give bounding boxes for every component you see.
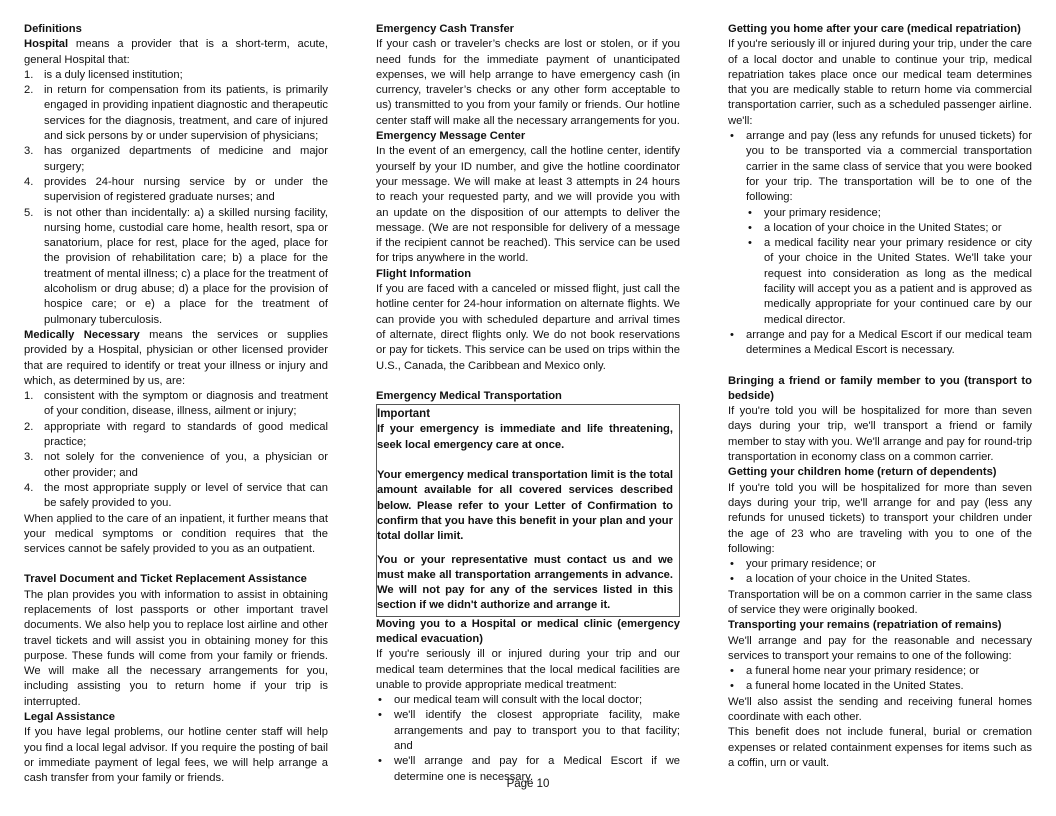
list-item: 4. provides 24-hour nursing service by or under the supervision of registered graduate nurses; and <box>24 175 328 204</box>
dependents-carrier-text: Transportation will be on a common carrier in the same class of service they were originally booked. <box>728 588 1032 616</box>
legal-assistance-text: If you have legal problems, our hotline center staff will help you find a local legal advisor. If you require the posting of bail or immediate payment of legal fees, we will help arrange a cash transfer from your family or friends. <box>24 726 328 785</box>
important-notice-3: You or your representative must contact us and we must make all transportation arrangements in advance. We will not pay for any of the services listed in this section if we didn't authorize and arrange it. <box>377 553 673 612</box>
return-of-dependents-text: If you're told you will be hospitalized for more than seven days during your trip, we'll arrange for and pay (less any refunds for unused tickets) to transport your children under the age of 23 who are traveling with you to one of the following: <box>728 481 1032 555</box>
list-item: • your primary residence; <box>746 206 1032 221</box>
travel-document-text: The plan provides you with information to assist in obtaining replacements of lost passports or other important travel documents. We also help you to replace lost airline and other travel tickets and will assist you in obtaining money for this purpose. These funds will come from your family or friends. We will make all the necessary arrangements for you, including assisting you to return home if your trip is interrupted. <box>24 588 328 708</box>
dependents-destination-list <box>728 557 1032 588</box>
evacuation-list <box>376 693 680 785</box>
list-item: 4. the most appropriate supply or level of service that can be safely provided to you. <box>24 481 328 510</box>
important-notice-box <box>376 404 680 617</box>
bedside-transport-text: If you're told you will be hospitalized for more than seven days during your trip, we'll transport a friend or family member to stay with you. We'll arrange and pay for round-trip transportation in economy class on a common carrier. <box>728 405 1032 464</box>
repatriation-of-remains-text: We'll arrange and pay for the reasonable and necessary services to transport your remains to one of the following: <box>728 634 1032 662</box>
important-heading: Important <box>377 408 431 421</box>
medical-transportation-heading: Emergency Medical Transportation <box>376 389 562 402</box>
list-item: • a funeral home near your primary residence; or <box>728 664 1032 679</box>
list-item: 2. appropriate with regard to standards of good medical practice; <box>24 420 328 449</box>
list-item: • a location of your choice in the United States. <box>728 572 1032 587</box>
list-item: • arrange and pay (less any refunds for unused tickets) for you to be transported via a commercial transportation carrier in the same class of service that you were booked for your trip. The transportation will be to one of the following: • your primary residence; • a location of your choice in the United States; or • a medical facility near your primary residence or city of your choice in the United States. We'll take your request into consideration as long as the medical facility will accept you as a patient and is approved as medically appropriate for your continued care by our medical director. <box>728 129 1032 328</box>
repatriation-destination-list <box>746 206 1032 328</box>
hospital-intro: means a provider that is a short-term, acute, general Hospital that: <box>24 38 328 66</box>
flight-information-heading: Flight Information <box>376 267 472 280</box>
list-item: 3. has organized departments of medicine and major surgery; <box>24 145 328 173</box>
list-item: 1. consistent with the symptom or diagnosis and treatment of your condition, disease, illness, ailment or injury; <box>24 390 328 418</box>
legal-assistance-heading: Legal Assistance <box>24 711 115 724</box>
repatriation-heading: Getting you home after your care (medical repatriation) <box>728 23 1021 35</box>
list-item: 5. is not other than incidentally: a) a skilled nursing facility, nursing home, custodial care home, health resort, spa or sanatorium, place for rest, place for the aged, place for the provision of rehabilitation care; b) a place for the treatment of mental illness; c) a place for the treatment of alcoholism or drug abuse; d) a place for the provision of hospice care; or e) a place for the treatment of pulmonary tuberculosis. <box>24 206 328 326</box>
flight-information-text: If you are faced with a canceled or missed flight, just call the hotline center for 24-hour information on alternate flights. We can provide you with scheduled departure and arrival times of alternate, direct flights only. We do not book reservations or pay for tickets. This service can be used on trips within the U.S., Canada, the Caribbean and Mexico only. <box>376 283 680 372</box>
hospital-term: Hospital <box>24 38 69 51</box>
list-item: • a location of your choice in the United States; or <box>746 221 1032 236</box>
medically-necessary-term: Medically Necessary <box>24 328 140 341</box>
column-right <box>728 22 1032 771</box>
important-notice-2: Your emergency medical transportation limit is the total amount available for all covered services described below. Please refer to your Letter of Confirmation to confirm that you have this benefit in your plan and your total dollar limit. <box>377 469 673 543</box>
cash-transfer-text: If your cash or traveler’s checks are lost or stolen, or if you need funds for the immediate payment of unanticipated expenses, we will help arrange to have emergency cash (in currency, traveler’s checks or any other form acceptable to us) transmitted to you from your family or friends. Our hotline center staff will make all the necessary arrangements for you. <box>376 38 680 127</box>
inpatient-paragraph: When applied to the care of an inpatient, it further means that your medical symptoms or condition requires that the services cannot be safely provided to you as an outpatient. <box>24 512 328 556</box>
definitions-heading: Definitions <box>24 23 82 35</box>
medically-necessary-list <box>24 389 328 511</box>
list-item: 2. in return for compensation from its patients, is primarily engaged in providing inpatient diagnostic and therapeutic services for the diagnosis, treatment, and care of injured and sick persons by or under supervision of physicians; <box>24 84 328 143</box>
repatriation-of-remains-heading: Transporting your remains (repatriation of remains) <box>728 619 1002 632</box>
list-item: • a funeral home located in the United States. <box>728 679 1032 694</box>
list-item: 1. is a duly licensed institution; <box>24 68 183 81</box>
travel-document-heading: Travel Document and Ticket Replacement Assistance <box>24 573 307 586</box>
remains-destination-list <box>728 664 1032 695</box>
list-item: • your primary residence; or <box>728 557 1032 572</box>
bedside-transport-heading: Bringing a friend or family member to you (transport to bedside) <box>728 374 1032 402</box>
message-center-heading: Emergency Message Center <box>376 130 526 143</box>
page-number: Page 10 <box>506 778 550 790</box>
evacuation-text: If you're seriously ill or injured during your trip and our medical team determines that the local medical facilities are unable to provide appropriate medical treatment: <box>376 648 680 691</box>
list-item: 3. not solely for the convenience of you, a physician or other provider; and <box>24 451 328 479</box>
benefit-exclusion-text: This benefit does not include funeral, burial or cremation expenses or related containment expenses for items such as a coffin, urn or vault. <box>728 726 1032 769</box>
message-center-text: In the event of an emergency, call the hotline center, identify yourself by your ID number, and give the hotline coordinator your message. We will make at least 3 attempts in 24 hours to reach your requested party, and we will provide you with an update on the disposition of our attempts to deliver the message. (We are not responsible for delivery of a message if the recipient cannot be reached). This service can be used for trips anywhere in the world. <box>376 145 680 265</box>
list-item: • we'll identify the closest appropriate facility, make arrangements and pay to transport you to that facility; and <box>376 708 680 754</box>
funeral-coordination-text: We'll also assist the sending and receiving funeral homes coordinate with each other. <box>728 695 1032 724</box>
list-item: • we'll arrange and pay for a Medical Escort if we determine one is necessary. <box>376 754 680 785</box>
repatriation-text: If you're seriously ill or injured during your trip, under the care of a local doctor and unable to continue your trip, medical repatriation takes place once our medical team determines that you are medically stable to return home via commercial transportation carrier, such as a scheduled passenger airline. we'll: <box>728 38 1032 127</box>
hospital-criteria-list <box>24 68 328 328</box>
list-item: • a medical facility near your primary residence or city of your choice in the United States. We'll take your request into consideration as long as the medical facility will accept you as a patient and is approved as medically appropriate for your continued care by our medical director. <box>746 236 1032 328</box>
cash-transfer-heading: Emergency Cash Transfer <box>376 23 515 35</box>
column-middle <box>376 22 680 785</box>
return-of-dependents-heading: Getting your children home (return of dependents) <box>728 466 997 479</box>
list-item: • arrange and pay for a Medical Escort if our medical team determines a Medical Escort is necessary. <box>728 328 1032 359</box>
repatriation-list <box>728 129 1032 358</box>
hospital-definition <box>24 37 328 68</box>
medically-necessary-definition <box>24 328 328 389</box>
evacuation-heading: Moving you to a Hospital or medical clinic (emergency medical evacuation) <box>376 617 680 645</box>
column-left <box>24 22 328 787</box>
medically-necessary-intro: means the services or supplies provided by a Hospital, physician or other licensed provider that are required to identify or treat your illness or injury and which, as determined by us, are: <box>24 328 328 387</box>
important-notice-1: If your emergency is immediate and life threatening, seek local emergency care at once. <box>377 423 673 451</box>
list-item: • our medical team will consult with the local doctor; <box>376 693 680 708</box>
